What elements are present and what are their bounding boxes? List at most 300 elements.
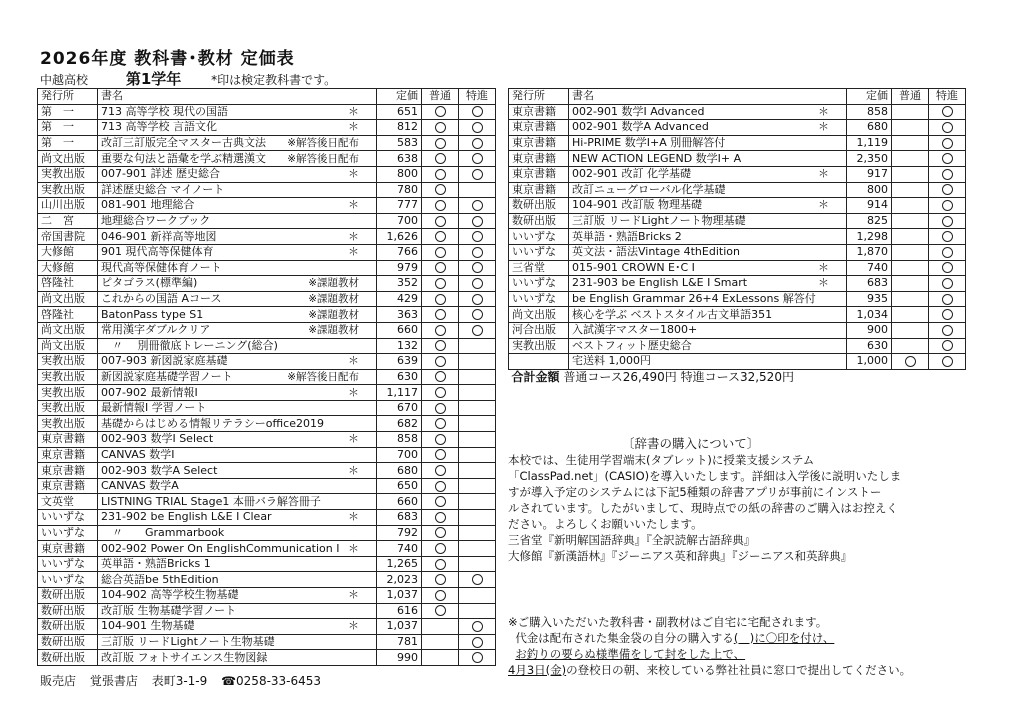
special-cell (459, 400, 496, 416)
total-row (509, 369, 966, 384)
book-title: 231-903 be English L&E Ⅰ Smart (572, 276, 748, 290)
circle-mark-icon (435, 184, 446, 195)
circle-mark-icon (435, 449, 446, 460)
special-cell (459, 307, 496, 323)
book-cell (98, 619, 377, 635)
book-title: ベストフィット歴史総合 (572, 338, 692, 352)
price-cell: 1,034 (847, 307, 892, 323)
publisher-cell: 東京書籍 (509, 182, 569, 198)
shipping-price: 1,000 (847, 354, 892, 370)
regular-cell (422, 400, 459, 416)
table-row (509, 135, 966, 151)
regular-cell (422, 634, 459, 650)
dictionary-line: ルされています。したがいまして、現時点での紙の辞書のご購入はお控えく (508, 501, 898, 515)
price-cell: 792 (377, 525, 422, 541)
circle-mark-icon (435, 262, 446, 273)
regular-cell (422, 229, 459, 245)
regular-cell (892, 244, 929, 260)
circle-mark-icon (472, 309, 483, 320)
table-row (38, 166, 496, 182)
book-title: 英単語・熟語Bricks 1 (101, 557, 211, 571)
special-cell (929, 260, 966, 276)
special-cell (459, 291, 496, 307)
book-title: 007-901 詳述 歴史総合 (101, 167, 220, 181)
book-cell (98, 229, 377, 245)
col-price: 定価 (847, 89, 892, 105)
book-cell (98, 307, 377, 323)
special-cell (459, 510, 496, 526)
circle-mark-icon (435, 559, 446, 570)
publisher-cell: 実教出版 (38, 369, 98, 385)
circle-mark-icon (435, 527, 446, 538)
price-cell: 917 (847, 166, 892, 182)
circle-mark-icon (435, 122, 446, 133)
book-cell (98, 400, 377, 416)
table-row (38, 634, 496, 650)
special-cell (459, 603, 496, 619)
price-cell: 780 (377, 182, 422, 198)
col-special: 特進 (459, 89, 496, 105)
publisher-cell: 実教出版 (38, 416, 98, 432)
star-note: *印は検定教科書です。 (211, 73, 337, 87)
circle-mark-icon (435, 294, 446, 305)
price-cell: 132 (377, 338, 422, 354)
store-label: 販売店 (40, 674, 77, 688)
dictionary-heading: 〔辞書の購入について〕 (622, 436, 760, 451)
publisher-cell: いいずな (509, 291, 569, 307)
circle-mark-icon (942, 262, 953, 273)
table-row (509, 213, 966, 229)
regular-cell (422, 463, 459, 479)
dictionary-line: すが導入予定のシステムには下記5種類の辞書アプリが事前にインストー (508, 485, 882, 499)
special-cell (459, 120, 496, 136)
publisher-cell: 東京書籍 (38, 447, 98, 463)
table-row (509, 338, 966, 354)
book-cell (98, 213, 377, 229)
publisher-cell: 尚文出版 (38, 291, 98, 307)
price-cell: 680 (377, 463, 422, 479)
circle-mark-icon (435, 106, 446, 117)
circle-mark-icon (472, 574, 483, 585)
special-cell (459, 588, 496, 604)
circle-mark-icon (472, 153, 483, 164)
regular-cell (892, 198, 929, 214)
regular-cell (422, 166, 459, 182)
special-cell (459, 634, 496, 650)
price-cell: 639 (377, 354, 422, 370)
book-cell (98, 369, 377, 385)
regular-cell (422, 525, 459, 541)
circle-mark-icon (472, 262, 483, 273)
book-cell (98, 291, 377, 307)
table-row (38, 244, 496, 260)
approved-star: ＊ (818, 167, 829, 181)
publisher-cell: 大修館 (38, 244, 98, 260)
circle-mark-icon (435, 231, 446, 242)
publisher-cell: 数研出版 (509, 213, 569, 229)
book-title: 007-902 最新情報Ⅰ (101, 385, 198, 399)
price-cell: 680 (847, 120, 892, 136)
price-cell: 858 (377, 432, 422, 448)
publisher-cell: 文英堂 (38, 494, 98, 510)
publisher-cell: いいずな (509, 244, 569, 260)
approved-star: ＊ (348, 385, 359, 399)
right-price-table (508, 88, 966, 384)
approved-star: ＊ (348, 541, 359, 555)
publisher-cell: 実教出版 (38, 400, 98, 416)
special-cell (929, 322, 966, 338)
circle-mark-icon (435, 371, 446, 382)
table-row (38, 151, 496, 167)
book-title: 総合英語be 5thEdition (101, 572, 219, 586)
table-row (38, 369, 496, 385)
circle-mark-icon (435, 216, 446, 227)
book-cell (98, 541, 377, 557)
book-cell (98, 432, 377, 448)
circle-mark-icon (472, 122, 483, 133)
regular-cell (422, 198, 459, 214)
regular-cell (422, 572, 459, 588)
book-title: 231-902 be English L&E Ⅰ Clear (101, 510, 272, 524)
table-row (38, 229, 496, 245)
publisher-cell: 東京書籍 (509, 135, 569, 151)
price-cell: 1,117 (377, 385, 422, 401)
shipping-special-cell (929, 354, 966, 370)
notice-line (508, 630, 978, 646)
shipping-label: 宅送料 1,000円 (569, 354, 847, 370)
book-cell (98, 338, 377, 354)
total-label: 合計金額 (511, 369, 560, 384)
col-special: 特進 (929, 89, 966, 105)
circle-mark-icon (435, 543, 446, 554)
price-cell: 740 (377, 541, 422, 557)
table-row (38, 525, 496, 541)
circle-mark-icon (435, 512, 446, 523)
publisher-cell: 河合出版 (509, 322, 569, 338)
approved-star: ＊ (348, 510, 359, 524)
regular-cell (892, 338, 929, 354)
circle-mark-icon (942, 356, 953, 367)
book-cell (569, 120, 847, 136)
price-cell: 651 (377, 104, 422, 120)
regular-cell (422, 338, 459, 354)
book-memo: ※課題教材 (308, 308, 359, 321)
total-special: 特進コース32,520円 (680, 369, 794, 384)
circle-mark-icon (942, 122, 953, 133)
dictionary-body (508, 452, 978, 564)
publisher-cell: 尚文出版 (509, 307, 569, 323)
book-cell (569, 244, 847, 260)
dictionary-line: 「ClassPad.net」(CASIO)を導入いたします。詳細は入学後に説明いたしま (508, 469, 902, 483)
book-cell (98, 650, 377, 666)
book-title: 英単語・熟語Bricks 2 (572, 229, 682, 243)
price-cell: 638 (377, 151, 422, 167)
price-cell: 825 (847, 213, 892, 229)
circle-mark-icon (472, 231, 483, 242)
book-title: これからの国語 Aコース (101, 292, 222, 306)
regular-cell (422, 494, 459, 510)
book-title: 改訂ニューグローバル化学基礎 (572, 182, 726, 196)
regular-cell (892, 322, 929, 338)
price-cell: 363 (377, 307, 422, 323)
special-cell (459, 322, 496, 338)
book-cell (98, 120, 377, 136)
circle-mark-icon (942, 138, 953, 149)
circle-mark-icon (942, 309, 953, 320)
special-cell (929, 135, 966, 151)
special-cell (929, 120, 966, 136)
dictionary-line: 大修館『新漢語林』『ジーニアス英和辞典』『ジーニアス和英辞典』 (508, 549, 853, 563)
book-cell (98, 182, 377, 198)
book-title: 新図説家庭基礎学習ノート (101, 369, 233, 383)
book-title: 007-903 新図説家庭基礎 (101, 354, 228, 368)
price-cell: 352 (377, 276, 422, 292)
regular-cell (892, 260, 929, 276)
notice-line (508, 662, 978, 678)
table-row (509, 322, 966, 338)
book-cell (569, 338, 847, 354)
regular-cell (422, 182, 459, 198)
special-cell (459, 338, 496, 354)
table-row (509, 104, 966, 120)
book-title: 046-901 新祥高等地図 (101, 229, 217, 243)
regular-cell (422, 385, 459, 401)
approved-star: ＊ (348, 104, 359, 118)
regular-cell (422, 135, 459, 151)
approved-star: ＊ (348, 619, 359, 633)
circle-mark-icon (435, 278, 446, 289)
circle-mark-icon (472, 637, 483, 648)
regular-cell (422, 650, 459, 666)
book-cell (98, 510, 377, 526)
book-cell (569, 276, 847, 292)
book-cell (98, 478, 377, 494)
regular-cell (422, 369, 459, 385)
col-publisher: 発行所 (38, 89, 98, 105)
publisher-cell: 東京書籍 (509, 104, 569, 120)
approved-star: ＊ (348, 432, 359, 446)
book-title: 015-901 CROWN E･C Ⅰ (572, 260, 695, 274)
table-row (38, 447, 496, 463)
table-row (38, 572, 496, 588)
publisher-cell: いいずな (38, 525, 98, 541)
price-cell: 858 (847, 104, 892, 120)
book-cell (98, 416, 377, 432)
special-cell (929, 166, 966, 182)
publisher-cell: 三省堂 (509, 260, 569, 276)
book-memo: ※解答後日配布 (287, 137, 359, 150)
publisher-cell: 数研出版 (38, 619, 98, 635)
table-row (38, 556, 496, 572)
price-cell: 630 (377, 369, 422, 385)
circle-mark-icon (472, 621, 483, 632)
regular-cell (892, 135, 929, 151)
circle-mark-icon (435, 153, 446, 164)
table-row (509, 276, 966, 292)
regular-cell (422, 510, 459, 526)
regular-cell (422, 354, 459, 370)
table-row (38, 182, 496, 198)
publisher-cell: 数研出版 (38, 650, 98, 666)
regular-cell (422, 276, 459, 292)
regular-cell (422, 307, 459, 323)
price-cell: 900 (847, 322, 892, 338)
price-cell: 2,350 (847, 151, 892, 167)
publisher-cell: 実教出版 (38, 182, 98, 198)
book-memo: ※課題教材 (308, 324, 359, 337)
book-cell (569, 182, 847, 198)
regular-cell (422, 260, 459, 276)
table-header-row (509, 89, 966, 105)
special-cell (459, 494, 496, 510)
approved-star: ＊ (348, 198, 359, 212)
special-cell (459, 650, 496, 666)
regular-cell (422, 213, 459, 229)
price-cell: 700 (377, 213, 422, 229)
publisher-cell: 東京書籍 (509, 120, 569, 136)
circle-mark-icon (472, 106, 483, 117)
price-cell: 583 (377, 135, 422, 151)
regular-cell (892, 229, 929, 245)
circle-mark-icon (435, 356, 446, 367)
circle-mark-icon (435, 403, 446, 414)
table-row (38, 603, 496, 619)
notice-text: お釣りの要らぬ様準備をして封をした上で、 (515, 647, 746, 661)
publisher-cell: 二 宮 (38, 213, 98, 229)
price-cell: 670 (377, 400, 422, 416)
book-cell (98, 447, 377, 463)
table-row (38, 120, 496, 136)
publisher-cell: 尚文出版 (38, 151, 98, 167)
publisher-cell: 東京書籍 (509, 151, 569, 167)
special-cell (929, 229, 966, 245)
table-row (509, 244, 966, 260)
table-row (38, 588, 496, 604)
special-cell (459, 182, 496, 198)
total-cell (509, 369, 966, 384)
special-cell (459, 619, 496, 635)
publisher-cell: 山川出版 (38, 198, 98, 214)
table-row (509, 307, 966, 323)
price-cell: 1,037 (377, 619, 422, 635)
publisher-cell: 実教出版 (38, 385, 98, 401)
book-cell (98, 354, 377, 370)
price-cell: 630 (847, 338, 892, 354)
book-title: 入試漢字マスター1800+ (572, 323, 698, 337)
publisher-cell: 実教出版 (509, 338, 569, 354)
book-cell (98, 322, 377, 338)
table-row (509, 182, 966, 198)
special-cell (459, 229, 496, 245)
approved-star: ＊ (348, 229, 359, 243)
table-row (509, 229, 966, 245)
book-title: ピタゴラス(標準編) (101, 276, 198, 290)
book-cell (98, 603, 377, 619)
publisher-cell: 実教出版 (38, 354, 98, 370)
table-header-row (38, 89, 496, 105)
publisher-cell: 尚文出版 (38, 322, 98, 338)
special-cell (459, 198, 496, 214)
table-row (38, 416, 496, 432)
dictionary-line: ださい。よろしくお願いいたします。 (508, 517, 703, 531)
left-price-table (37, 88, 496, 666)
publisher-cell: 数研出版 (509, 198, 569, 214)
special-cell (459, 244, 496, 260)
book-title: BatonPass type S1 (101, 307, 204, 321)
circle-mark-icon (942, 106, 953, 117)
store-phone: ☎0258-33-6453 (221, 674, 322, 688)
table-row (38, 354, 496, 370)
table-row (509, 260, 966, 276)
regular-cell (422, 603, 459, 619)
book-title: 〃 別冊徹底トレーニング(総合) (101, 338, 278, 352)
price-cell: 914 (847, 198, 892, 214)
regular-cell (422, 541, 459, 557)
approved-star: ＊ (348, 588, 359, 602)
special-cell (929, 151, 966, 167)
special-cell (459, 104, 496, 120)
regular-cell (892, 291, 929, 307)
store-info (40, 672, 331, 689)
publisher-cell: いいずな (38, 556, 98, 572)
special-cell (459, 572, 496, 588)
approved-star: ＊ (348, 120, 359, 134)
regular-cell (422, 151, 459, 167)
regular-cell (892, 213, 929, 229)
price-cell: 683 (377, 510, 422, 526)
table-row (38, 432, 496, 448)
regular-cell (892, 151, 929, 167)
circle-mark-icon (435, 590, 446, 601)
circle-mark-icon (942, 294, 953, 305)
special-cell (459, 416, 496, 432)
approved-star: ＊ (348, 245, 359, 259)
circle-mark-icon (942, 216, 953, 227)
publisher-cell: 啓隆社 (38, 276, 98, 292)
book-title: 常用漢字ダブルクリア (101, 323, 211, 337)
book-title: 核心を学ぶ ベストスタイル古文単語351 (572, 307, 773, 321)
book-title: 改訂三訂版完全マスター古典文法 (101, 136, 266, 150)
price-cell: 800 (847, 182, 892, 198)
special-cell (459, 478, 496, 494)
circle-mark-icon (472, 247, 483, 258)
book-title: 002-901 改訂 化学基礎 (572, 167, 691, 181)
table-row (38, 338, 496, 354)
book-title: CANVAS 数学Ⅰ (101, 447, 175, 461)
special-cell (929, 276, 966, 292)
grade-label: 第1学年 (125, 70, 182, 88)
book-title: 〃 Grammarbook (101, 525, 225, 539)
price-cell: 660 (377, 494, 422, 510)
special-cell (459, 432, 496, 448)
publisher-cell: 数研出版 (38, 588, 98, 604)
book-cell (98, 588, 377, 604)
circle-mark-icon (435, 574, 446, 585)
special-cell (929, 104, 966, 120)
circle-mark-icon (435, 247, 446, 258)
publisher-cell: 数研出版 (38, 634, 98, 650)
book-title: 英文法・語法Vintage 4thEdition (572, 245, 740, 259)
dictionary-line: 本校では、生徒用学習端末(タブレット)に授業支援システム (508, 453, 815, 467)
publisher-cell: 東京書籍 (509, 166, 569, 182)
book-title: LISTNING TRIAL Stage1 本冊バラ解答冊子 (101, 494, 321, 508)
circle-mark-icon (435, 340, 446, 351)
approved-star: ＊ (348, 354, 359, 368)
circle-mark-icon (472, 138, 483, 149)
regular-cell (422, 556, 459, 572)
book-cell (98, 135, 377, 151)
circle-mark-icon (472, 325, 483, 336)
